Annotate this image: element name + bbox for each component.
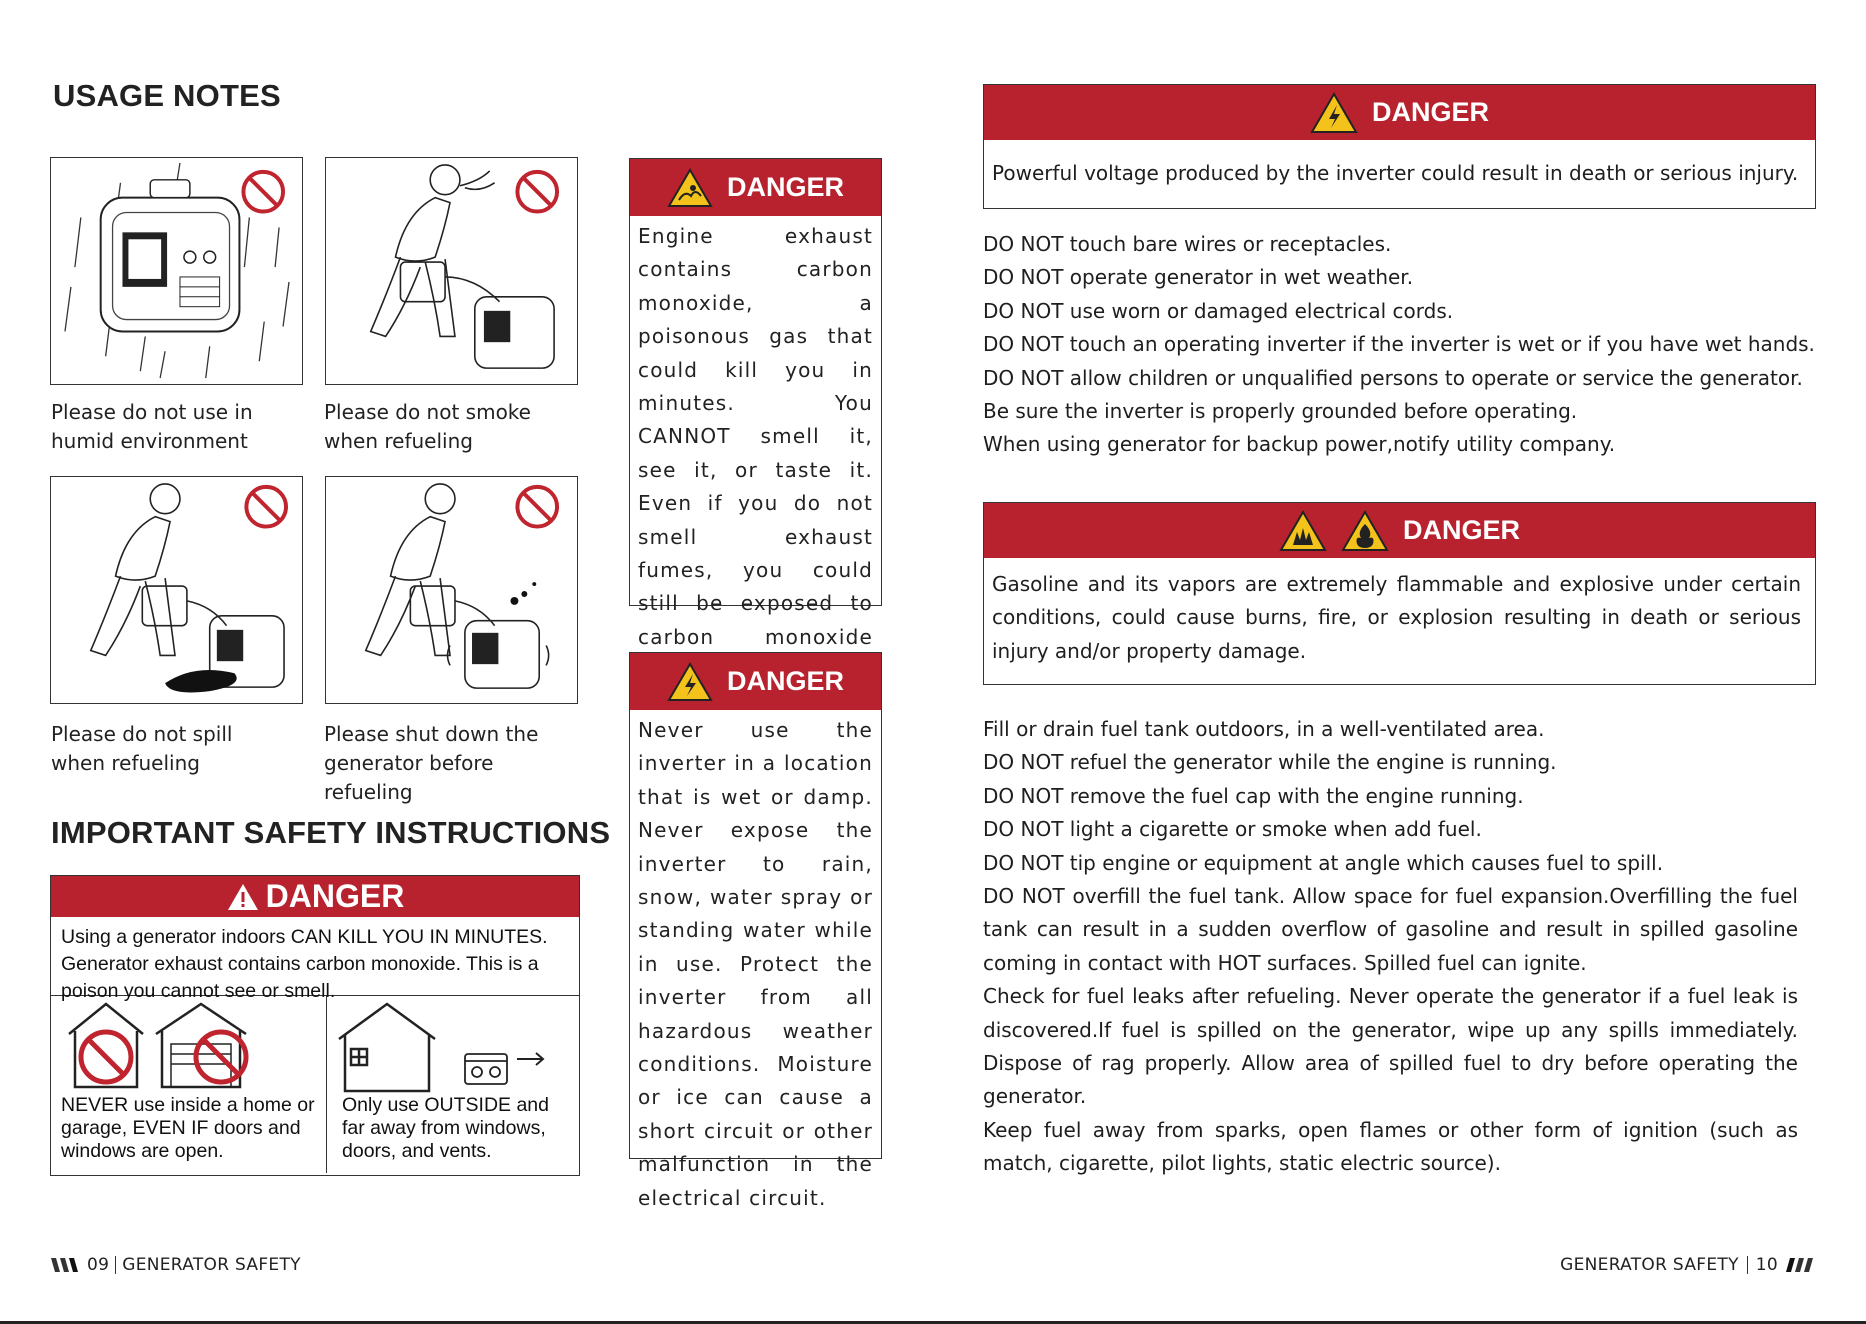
list-item: DO NOT remove the fuel cap with the engine running. bbox=[983, 783, 1524, 808]
wet-danger-text: Never use the inverter in a location that is wet or damp. Never expose the inverter to rain, snow, water spray or standing water while in use. Protect the inverter from all hazardous weather conditions. Moisture or ice can cause a short circuit or other malfunction in the electrical circuit. bbox=[638, 718, 873, 1210]
indoor-danger-label: DANGER bbox=[265, 878, 405, 914]
list-item: DO NOT operate generator in wet weather. bbox=[983, 265, 1414, 290]
voltage-danger-box bbox=[983, 84, 1816, 209]
voltage-danger-label: DANGER bbox=[1371, 97, 1489, 127]
high-voltage-warning-icon bbox=[667, 662, 713, 702]
fuel-safety-list bbox=[983, 713, 1663, 880]
right-section-name: GENERATOR SAFETY bbox=[1560, 1255, 1739, 1275]
illustration-smoking bbox=[325, 157, 578, 385]
high-voltage-warning-icon bbox=[1310, 92, 1358, 134]
list-item: DO NOT touch bare wires or receptacles. bbox=[983, 232, 1392, 256]
explosive-warning-icon bbox=[1279, 510, 1327, 552]
wet-danger-header bbox=[630, 653, 881, 710]
indoor-danger-header bbox=[51, 876, 579, 917]
list-item: DO NOT refuel the generator while the engine is running. bbox=[983, 750, 1557, 775]
never-inside-text: NEVER use inside a home or garage, EVEN IF doors and windows are open. bbox=[61, 1094, 315, 1162]
exhaust-danger-header bbox=[630, 159, 881, 216]
list-item: When using generator for backup power,notify utility company. bbox=[983, 432, 1616, 457]
voltage-danger-text: Powerful voltage produced by the inverter could result in death or serious injury. bbox=[992, 161, 1799, 185]
usage-notes-title: USAGE NOTES bbox=[53, 78, 281, 113]
caption-shutdown: Please shut down the generator before refueling bbox=[324, 722, 539, 804]
voltage-danger-header bbox=[984, 85, 1815, 140]
fuel-danger-box bbox=[983, 502, 1816, 685]
caption-spill: Please do not spill when refueling bbox=[51, 722, 233, 775]
fuel-danger-text: Gasoline and its vapors are extremely flammable and explosive under certain conditions, could cause burns, fire, or explosion resulting in death or serious injury and/or property damage. bbox=[992, 572, 1801, 663]
list-item: DO NOT touch an operating inverter if the inverter is wet or if you have wet hands. bbox=[983, 332, 1815, 357]
safety-instructions-title: IMPORTANT SAFETY INSTRUCTIONS bbox=[51, 815, 611, 850]
generator-icon bbox=[465, 1054, 507, 1084]
fuel-danger-label: DANGER bbox=[1402, 515, 1520, 545]
house-garage-prohibited-icon bbox=[61, 999, 321, 1089]
right-footer bbox=[1560, 1255, 1816, 1275]
house-generator-outside-icon bbox=[337, 999, 577, 1094]
arrow-right-icon bbox=[517, 1053, 543, 1065]
exhaust-danger-box bbox=[629, 158, 882, 649]
wet-danger-box bbox=[629, 652, 882, 1210]
caption-smoking: Please do not smoke when refueling bbox=[324, 400, 531, 453]
right-page-number: 10 bbox=[1755, 1255, 1778, 1275]
paragraph: Check for fuel leaks after refueling. Never operate the generator if a fuel leak is discovered.If fuel is spilled on the generator, wipe up any spills immediately. Dispose of rag properly. Allow area of spilled fuel to dry before operating the generator. bbox=[983, 984, 1798, 1109]
outside-only-panel bbox=[327, 996, 579, 1173]
caption-humid: Please do not use in humid environment bbox=[51, 400, 253, 453]
paragraph: DO NOT overfill the fuel tank. Allow space for fuel expansion.Overfilling the fuel tank can result in a sudden overflow of gasoline and result in spilled gasoline coming in contact with HOT surfaces. Spilled fuel can ignite. bbox=[983, 884, 1798, 975]
exhaust-warning-icon bbox=[667, 168, 713, 208]
list-item: DO NOT light a cigarette or smoke when add fuel. bbox=[983, 817, 1482, 842]
indoor-danger-box bbox=[50, 875, 580, 1176]
list-item: Be sure the inverter is properly grounded before operating. bbox=[983, 399, 1578, 424]
list-item: Fill or drain fuel tank outdoors, in a well-ventilated area. bbox=[983, 717, 1545, 741]
exhaust-danger-label: DANGER bbox=[726, 172, 844, 202]
left-footer bbox=[51, 1255, 301, 1275]
list-item: DO NOT use worn or damaged electrical cords. bbox=[983, 298, 1454, 323]
exhaust-danger-text: Engine exhaust contains carbon monoxide, a poisonous gas that could kill you in minutes. You CANNOT smell it, see it, or taste it. Even if you do not smell exhaust fumes, you could still be exposed to carbon monoxide bbox=[638, 224, 873, 649]
list-item: DO NOT tip engine or equipment at angle which causes fuel to spill. bbox=[983, 850, 1664, 875]
illustration-shutdown bbox=[325, 476, 578, 704]
warning-exclamation-icon bbox=[226, 882, 260, 912]
outside-only-text: Only use OUTSIDE and far away from windows, doors, and vents. bbox=[342, 1094, 549, 1162]
fuel-danger-header bbox=[984, 503, 1815, 558]
paragraph: Keep fuel away from sparks, open flames or other form of ignition (such as match, cigarette, pilot lights, static electric source). bbox=[983, 1117, 1798, 1176]
stripes-icon bbox=[1786, 1257, 1816, 1273]
flammable-warning-icon bbox=[1341, 510, 1389, 552]
never-inside-panel bbox=[51, 996, 327, 1173]
electrical-safety-list bbox=[983, 228, 1815, 462]
indoor-warning-text: Using a generator indoors CAN KILL YOU IN MINUTES. Generator exhaust contains carbon monoxide. This is a poison you cannot see or smell. bbox=[51, 917, 579, 996]
illustration-humid bbox=[50, 157, 303, 385]
wet-danger-label: DANGER bbox=[726, 666, 844, 696]
fuel-safety-paragraphs bbox=[983, 880, 1798, 1181]
left-page-number: 09 bbox=[87, 1255, 110, 1275]
stripes-icon bbox=[51, 1257, 81, 1273]
list-item: DO NOT allow children or unqualified persons to operate or service the generator. bbox=[983, 365, 1803, 390]
illustration-spill bbox=[50, 476, 303, 704]
left-section-name: GENERATOR SAFETY bbox=[122, 1255, 301, 1275]
